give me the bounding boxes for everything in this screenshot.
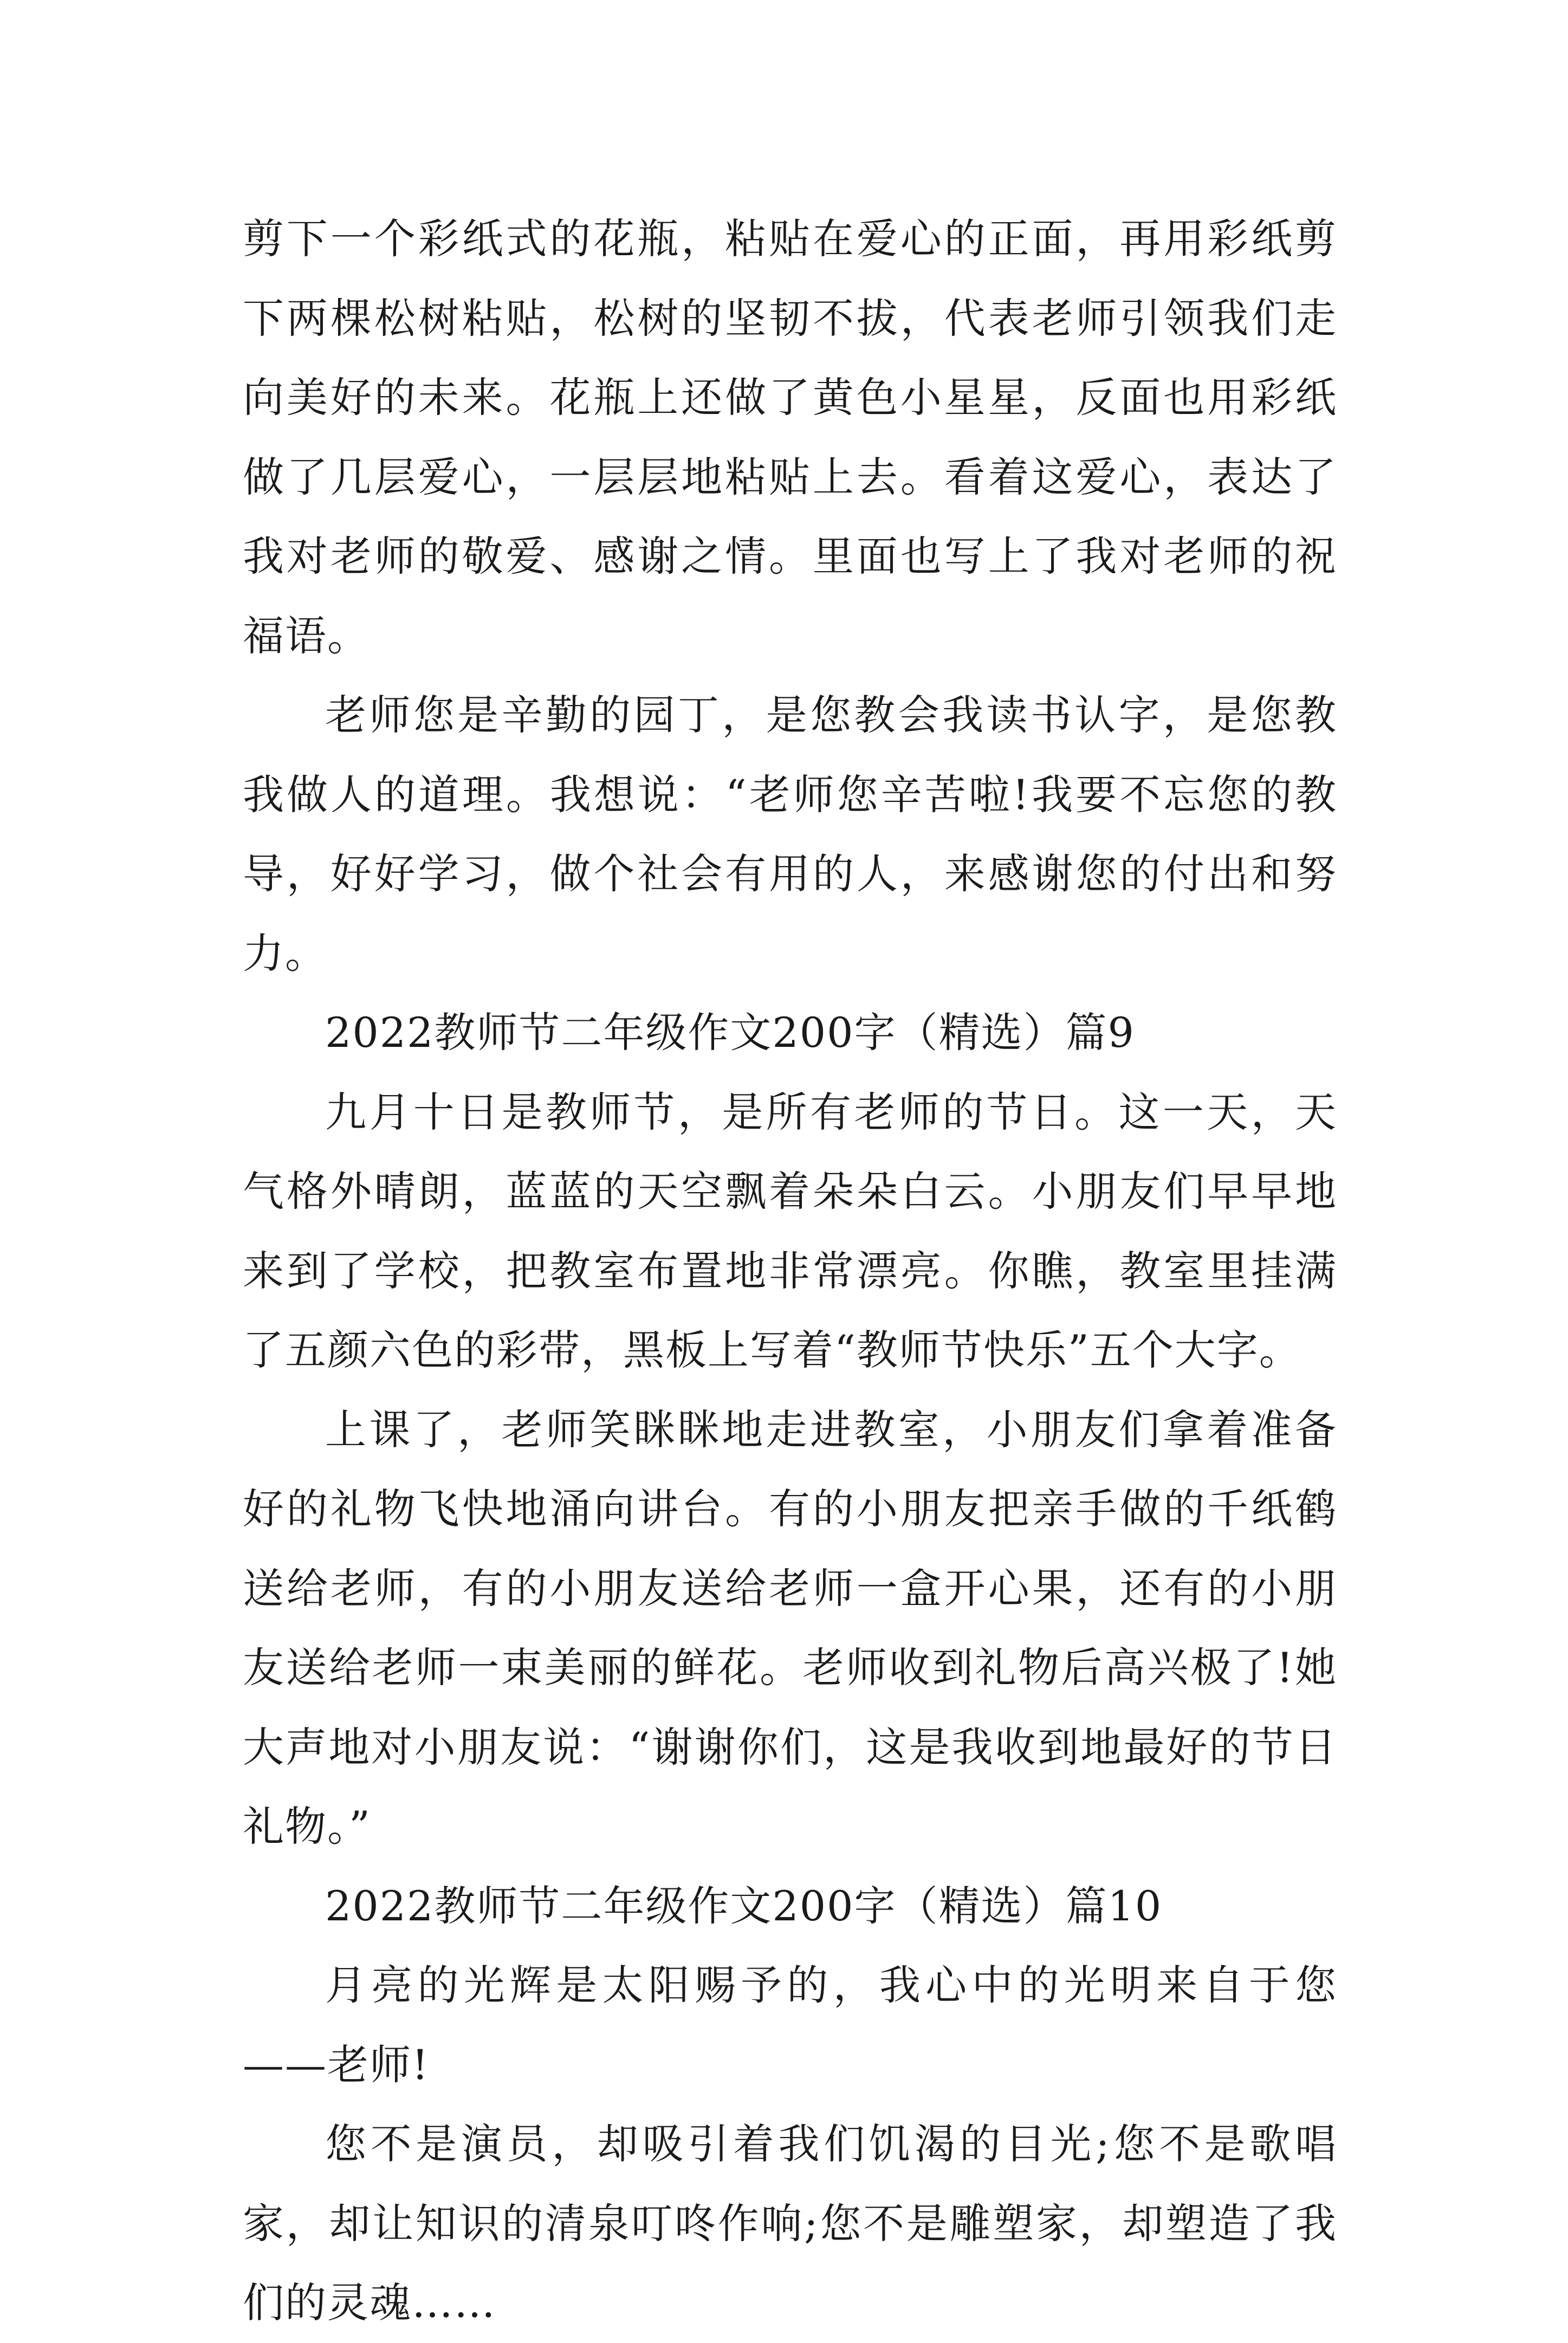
paragraph-not-actor: 您不是演员，却吸引着我们饥渴的目光;您不是歌唱家，却让知识的清泉叮咚作响;您不是雕塑家，却塑造了我们的灵魂……: [243, 2120, 1337, 2327]
paragraph-gratitude: 老师您是辛勤的园丁，是您教会我读书认字，是您教我做人的道理。我想说：“老师您辛苦啦!我要不忘您的教导，好好学习，做个社会有用的人，来感谢您的付出和努力。: [243, 691, 1337, 978]
paragraph-continued: 剪下一个彩纸式的花瓶，粘贴在爱心的正面，再用彩纸剪下两棵松树粘贴，松树的坚韧不拔，代表老师引领我们走向美好的未来。花瓶上还做了黄色小星星，反面也用彩纸做了几层爱心，一层层地粘贴上去。看着这爱心，表达了我对老师的敬爱、感谢之情。里面也写上了我对老师的祝福语。: [243, 215, 1337, 660]
paragraph-moonlight: 月亮的光辉是太阳赐予的，我心中的光明来自于您——老师!: [243, 1961, 1337, 2089]
essay-body: [243, 199, 1337, 2343]
paragraph-teachers-day: 九月十日是教师节，是所有老师的节日。这一天，天气格外晴朗，蓝蓝的天空飘着朵朵白云。小朋友们早早地来到了学校，把教室布置地非常漂亮。你瞧，教室里挂满了五颜六色的彩带，黑板上写着“教师节快乐”五个大字。: [243, 1088, 1337, 1374]
essay-heading-10: 2022教师节二年级作文200字（精选）篇10: [325, 1881, 1163, 1930]
paragraph-gifts: 上课了，老师笑眯眯地走进教室，小朋友们拿着准备好的礼物飞快地涌向讲台。有的小朋友把亲手做的千纸鹤送给老师，有的小朋友送给老师一盒开心果，还有的小朋友送给老师一束美丽的鲜花。老师收到礼物后高兴极了!她大声地对小朋友说：“谢谢你们，这是我收到地最好的节日礼物。”: [243, 1405, 1337, 1850]
essay-heading-9: 2022教师节二年级作文200字（精选）篇9: [325, 1008, 1135, 1057]
